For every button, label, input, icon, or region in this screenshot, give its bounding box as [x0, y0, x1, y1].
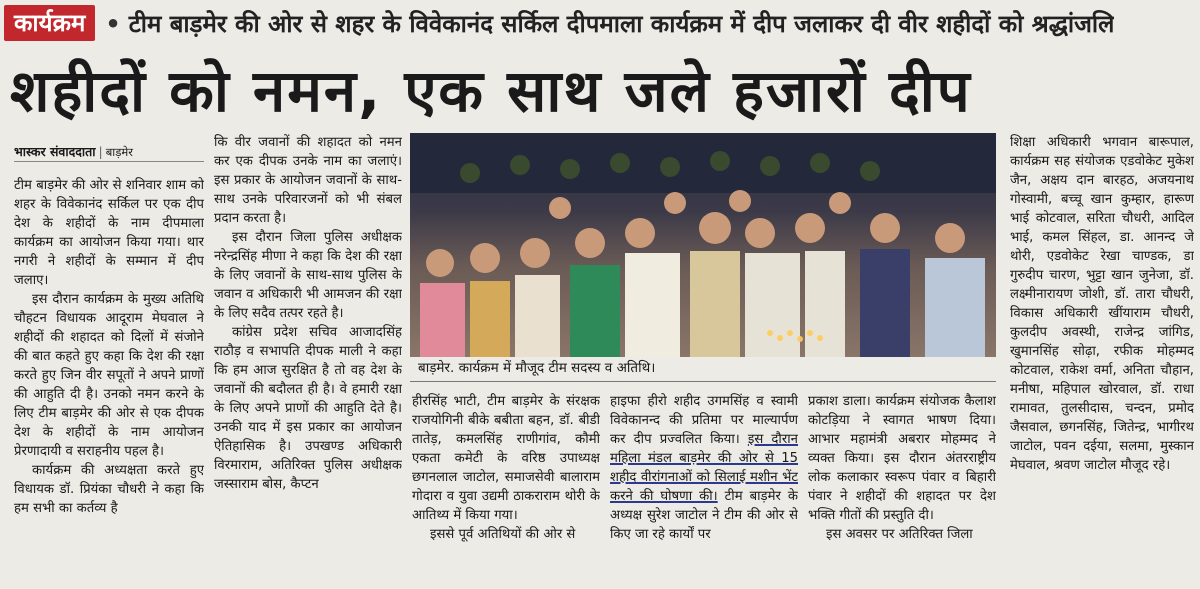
article-column-6: [1010, 133, 1194, 581]
paragraph: इस दौरान जिला पुलिस अधीक्षक नरेन्द्रसिंह मीणा ने कहा कि देश की रक्षा के लिए जवानों के साथ-साथ पुलिस के जवान व अधिकारी भी आमजन की रक्षा के लिए सदैव तत्पर रहते है।: [214, 230, 402, 321]
paragraph: इस दौरान कार्यक्रम के मुख्य अतिथि चौहटन विधायक आदूराम मेघवाल ने शहीदों की शहादत को दिलों में संजोने की बात कहते हुए कहा कि देश की रक्षा करते हुए जिन वीर सपूतों ने अपने प्राणों की आहुति दी है। उनको नमन करने के लिए टीम बाड़मेर की ओर से एक दीपक देश के शहीदों के नाम आयोजन प्रेरणादायी व सराहनीय पहल है।: [14, 292, 204, 459]
section-tag: कार्यक्रम: [4, 5, 95, 41]
paragraph: प्रकाश डाला। कार्यक्रम संयोजक कैलाश कोटड़िया ने स्वागत भाषण दिया। आभार महामंत्री अबरार मोहम्मद ने व्यक्त किया। इस दौरान अंतरराष्ट्रीय लोक कलाकार स्वरूप पंवार व बिहारी पंवार ने शहीदों की शहादत पर देश भक्ति गीतों की प्रस्तुति दी।: [808, 394, 996, 523]
highlighted-announcement: इस दौरान महिला मंडल बाड़मेर की ओर से 15 शहीद वीरांगनाओं को सिलाई मशीन भेंट करने की घोषणा की।: [610, 432, 798, 504]
main-headline: शहीदों को नमन, एक साथ जले हजारों दीप: [10, 57, 972, 125]
paragraph: हीरसिंह भाटी, टीम बाड़मेर के संरक्षक राजयोगिनी बीके बबीता बहन, डॉ. बीडी तातेड़, कमलसिंह राणीगांव, कौमी एकता कमेटी के वरिष्ठ उपाध्यक्ष छगनलाल जाटोल, समाजसेवी बालाराम गोदारा व युवा उद्यमी ठाकराराम थोरी के आतिथ्य में किया गया।: [412, 394, 600, 523]
article-column-3: [412, 392, 600, 582]
paragraph: इस अवसर पर अतिरिक्त जिला: [826, 527, 973, 542]
photo-caption: बाड़मेर. कार्यक्रम में मौजूद टीम सदस्य व अतिथि।: [418, 360, 656, 376]
paragraph: कि वीर जवानों की शहादत को नमन कर एक दीपक उनके नाम का जलाएं। इस प्रकार के आयोजन जवानों के साथ-साथ उनके परिवारजनों को भी संबल प्रदान करता है।: [214, 135, 402, 226]
paragraph: [610, 392, 798, 544]
byline: भास्कर संवाददाता | बाड़मेर: [14, 143, 204, 162]
paragraph: इससे पूर्व अतिथियों की ओर से: [430, 527, 576, 542]
text-run: टीम बाड़मेर के अध्यक्ष सुरेश जाटोल ने टीम की ओर से किए जा रहे कार्यों पर: [610, 489, 798, 542]
article-column-1: [14, 176, 204, 581]
text-run: हाइफा हीरो शहीद उगमसिंह व स्वामी विवेकानन्द की प्रतिमा पर माल्यार्पण कर दीप प्रज्वलित किया।: [610, 394, 798, 447]
dateline-place: बाड़मेर: [105, 145, 133, 159]
paragraph: टीम बाड़मेर की ओर से शनिवार शाम को शहर के विवेकानंद सर्किल पर एक दीप देश के शहीदों के नाम दीपमाला कार्यक्रम का आयोजन किया गया। थार नगरी ने शहीदों के सम्मान में दीप जलाए।: [14, 178, 204, 288]
kicker-headline: • टीम बाड़मेर की ओर से शहर के विवेकानंद सर्किल दीपमाला कार्यक्रम में दीप जलाकर दी वीर शहीदों को श्रद्धांजलि: [105, 7, 1114, 40]
caption-divider: [410, 381, 996, 382]
article-column-2: [214, 133, 402, 581]
article-column-5: [808, 392, 996, 582]
paragraph: कार्यक्रम की अध्यक्षता करते हुए विधायक डॉ. प्रियंका चौधरी ने कहा कि हम सभी का कर्तव्य है: [14, 463, 204, 516]
article-column-4: [610, 392, 798, 582]
reporter-name: भास्कर संवाददाता: [14, 144, 96, 159]
photo-illustration: [410, 133, 996, 357]
top-band: [4, 4, 1196, 42]
paragraph: कांग्रेस प्रदेश सचिव आजादसिंह राठौड़ व सभापति दीपक माली ने कहा कि हम आज सुरक्षित है तो वह देश के जवानों की बदौलत ही है। वे हमारी रक्षा के लिए अपने प्राणों की आहुति देते है। उनकी याद में इस प्रकार का आयोजन ऐतिहासिक है। उपखण्ड अधिकारी विरमाराम, अतिरिक्त पुलिस अधीक्षक जस्साराम बोस, कैप्टन: [214, 325, 402, 492]
news-photo: [410, 133, 996, 357]
paragraph: शिक्षा अधिकारी भगवान बारूपाल, कार्यक्रम सह संयोजक एडवोकेट मुकेश जैन, अक्षय दान बारहठ, अजयनाथ गोस्वामी, बच्चू खान कुम्हार, हारूण भाई कोटवाल, सरिता चौधरी, आदिल भाई, कमल सिंहल, डा. आनन्द जे थोरी, एडवोकेट रेखा चाण्डक, डा गुरुदीप चारण, भुट्टा खान जुनेजा, डॉ. लक्ष्मीनारायण जोशी, डॉ. तारा चौधरी, विकास अधिकारी खींयाराम चौधरी, कुलदीप अवस्थी, राजेन्द्र जांगिड, खुमानसिंह सोढ़ा, रफीक मोहम्मद कोटवाल, राकेश वर्मा, अनिता चौहान, मनीषा, महिपाल खोरवाल, डॉ. राधा रामावत, तुलसीदास, चन्दन, प्रमोद जैसवाल, छगनसिंह, जितेन्द्र, भागीरथ जाटोल, पवन दईया, सलमा, मुस्कान मेघवाल, श्रवण जाटोल मौजूद रहे।: [1010, 135, 1194, 473]
